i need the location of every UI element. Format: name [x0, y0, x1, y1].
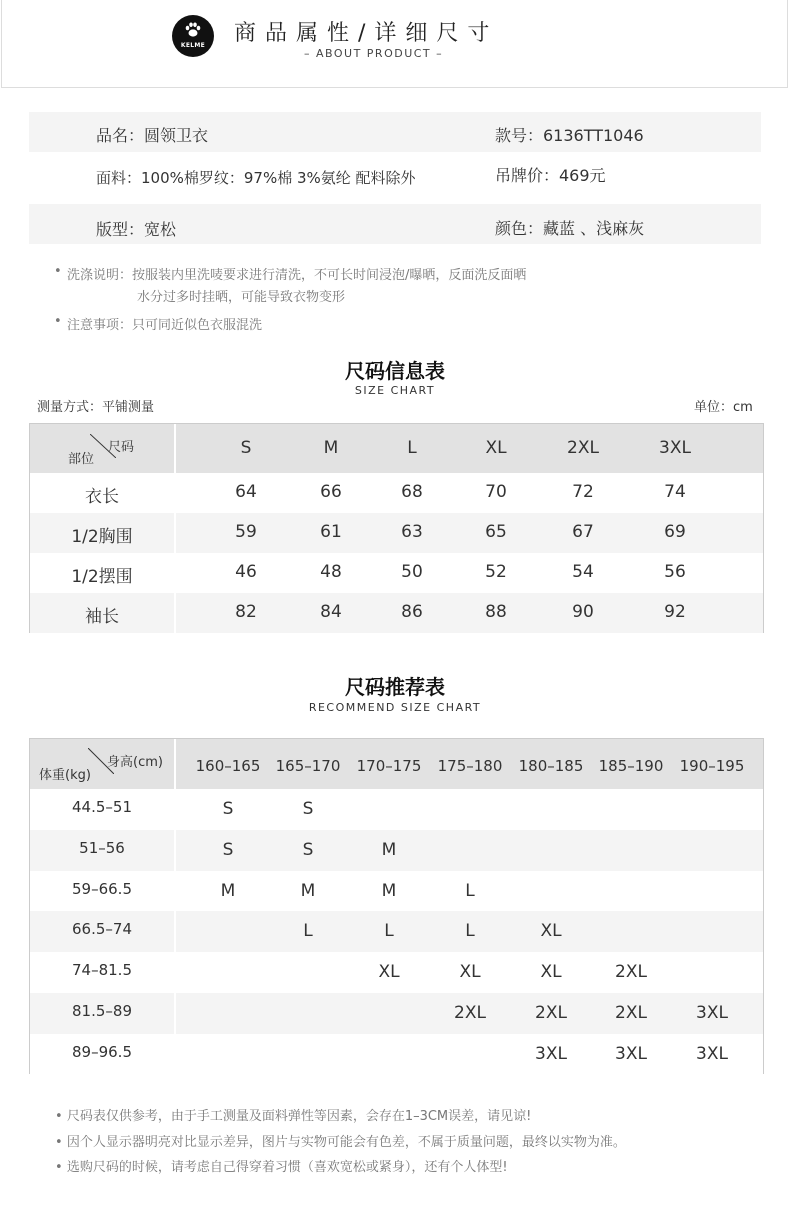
size-value-cell: 52 [485, 562, 507, 582]
size-value-cell: 86 [401, 602, 423, 622]
recommended-size-cell: 2XL [535, 1003, 567, 1023]
recommended-size-cell: S [302, 799, 314, 819]
color-options: 颜色：藏蓝 、浅麻灰 [495, 219, 645, 238]
weight-label: 89–96.5 [72, 1042, 132, 1061]
size-value-cell: 65 [485, 522, 507, 542]
recommend-table-row [30, 952, 763, 993]
size-value-cell: 69 [664, 522, 686, 542]
column-divider [174, 424, 176, 634]
style-number: 款号：6136TT1046 [495, 126, 644, 145]
row-label: 衣长 [85, 487, 119, 507]
recommended-size-cell: L [465, 921, 475, 942]
size-value-cell: 63 [401, 522, 423, 542]
size-header-row [30, 424, 763, 473]
corner-weight-label: 体重(kg) [39, 768, 91, 783]
row-label: 袖长 [85, 607, 119, 627]
recommend-table-row [30, 911, 763, 952]
height-column-header: 165–170 [275, 757, 341, 775]
recommended-size-cell: 3XL [615, 1043, 647, 1064]
page-header [1, 0, 788, 88]
recommended-size-cell: XL [378, 962, 400, 983]
corner-part-label: 部位 [68, 452, 95, 467]
height-column-header: 185–190 [598, 757, 664, 775]
attribute-row-1 [29, 112, 761, 152]
footnote-2: • 因个人显示器明亮对比显示差异，图片与实物可能会有色差，不属于质量问题，最终以实物为准。 [55, 1135, 626, 1150]
size-chart-title: 尺码信息表 [345, 359, 445, 383]
measure-method: 测量方式：平铺测量 [37, 400, 155, 415]
attribute-row-2 [29, 152, 761, 204]
brand-logo [172, 15, 214, 57]
size-value-cell: 66 [320, 482, 342, 502]
recommend-chart-table [29, 738, 764, 1074]
recommend-table-row [30, 830, 763, 871]
size-column-header: M [323, 438, 339, 458]
recommended-size-cell: 3XL [535, 1043, 567, 1064]
recommended-size-cell: XL [459, 962, 481, 983]
size-value-cell: 74 [664, 482, 686, 502]
height-column-header: 170–175 [356, 757, 422, 775]
recommended-size-cell: L [465, 880, 475, 901]
size-value-cell: 46 [235, 562, 257, 582]
size-value-cell: 70 [485, 482, 507, 502]
height-column-header: 175–180 [437, 757, 503, 775]
height-column-header: 190–195 [679, 757, 745, 775]
weight-label: 44.5–51 [72, 798, 132, 816]
size-table-row [30, 473, 763, 513]
recommended-size-cell: M [381, 839, 397, 860]
product-name: 品名：圆领卫衣 [96, 126, 209, 145]
size-value-cell: 50 [401, 562, 423, 582]
size-value-cell: 61 [320, 522, 342, 542]
size-value-cell: 67 [572, 522, 594, 542]
size-value-cell: 48 [320, 562, 342, 582]
recommend-table-row [30, 1034, 763, 1075]
size-value-cell: 56 [664, 562, 686, 582]
brand-name: KELME [180, 42, 206, 49]
recommended-size-cell: L [303, 921, 313, 942]
size-table-row [30, 593, 763, 633]
row-label: 1/2胸围 [71, 527, 133, 547]
size-column-header: S [240, 438, 252, 458]
corner-height-label: 身高(cm) [107, 755, 163, 770]
recommend-table-row [30, 789, 763, 830]
recommend-header-row [30, 739, 763, 789]
attribute-row-3 [29, 204, 761, 244]
recommended-size-cell: S [222, 799, 234, 819]
fabric: 面料：100%棉罗纹：97%棉 3%氨纶 配料除外 [96, 169, 416, 187]
recommended-size-cell: M [300, 880, 316, 901]
footnote-1: • 尺码表仅供参考，由于手工测量及面料弹性等因素，会存在1–3CM误差，请见谅! [55, 1109, 532, 1124]
recommend-chart-title: 尺码推荐表 [345, 675, 445, 699]
recommended-size-cell: 2XL [615, 962, 647, 983]
weight-label: 74–81.5 [72, 961, 132, 980]
recommended-size-cell: M [381, 880, 397, 901]
weight-label: 81.5–89 [72, 1002, 132, 1020]
size-table-row [30, 553, 763, 593]
size-value-cell: 64 [235, 482, 257, 502]
size-table-row [30, 513, 763, 553]
size-value-cell: 90 [572, 602, 594, 622]
recommend-table-row [30, 871, 763, 912]
size-value-cell: 82 [235, 602, 257, 622]
footnote-3: • 选购尺码的时候，请考虑自己得穿着习惯（喜欢宽松或紧身），还有个人体型! [55, 1160, 508, 1175]
recommended-size-cell: L [384, 921, 394, 942]
size-column-header: 3XL [659, 438, 691, 458]
size-value-cell: 92 [664, 602, 686, 622]
size-value-cell: 84 [320, 602, 342, 622]
weight-label: 66.5–74 [72, 920, 132, 939]
recommended-size-cell: XL [540, 921, 562, 942]
recommend-chart-subtitle: RECOMMEND SIZE CHART [308, 701, 482, 714]
unit-label: 单位：cm [694, 400, 753, 415]
recommended-size-cell: 2XL [615, 1003, 647, 1023]
size-column-header: L [407, 438, 417, 458]
size-value-cell: 88 [485, 602, 507, 622]
column-divider [174, 739, 176, 1075]
recommend-table-row [30, 993, 763, 1034]
size-chart-subtitle: SIZE CHART [354, 384, 436, 397]
recommended-size-cell: 3XL [696, 1003, 728, 1023]
recommended-size-cell: XL [540, 962, 562, 983]
paw-icon [184, 21, 202, 39]
size-column-header: 2XL [567, 438, 599, 458]
recommended-size-cell: 2XL [454, 1003, 486, 1023]
size-value-cell: 54 [572, 562, 594, 582]
recommended-size-cell: 3XL [696, 1043, 728, 1064]
weight-label: 59–66.5 [72, 879, 132, 898]
size-chart-table [29, 423, 764, 633]
page-title: 商品属性/详细尺寸 [234, 21, 499, 46]
tag-price: 吊牌价：469元 [495, 166, 606, 185]
height-column-header: 180–185 [518, 757, 584, 775]
recommended-size-cell: S [222, 839, 234, 860]
page-subtitle: – ABOUT PRODUCT – [304, 47, 444, 60]
size-value-cell: 59 [235, 522, 257, 542]
height-column-header: 160–165 [195, 757, 261, 775]
recommended-size-cell: M [220, 880, 236, 901]
recommended-size-cell: S [302, 839, 314, 860]
row-label: 1/2摆围 [71, 567, 133, 587]
corner-size-label: 尺码 [108, 440, 135, 455]
size-value-cell: 72 [572, 482, 594, 502]
fit-type: 版型：宽松 [96, 220, 177, 239]
weight-label: 51–56 [79, 838, 125, 857]
size-column-header: XL [485, 438, 507, 458]
size-value-cell: 68 [401, 482, 423, 502]
